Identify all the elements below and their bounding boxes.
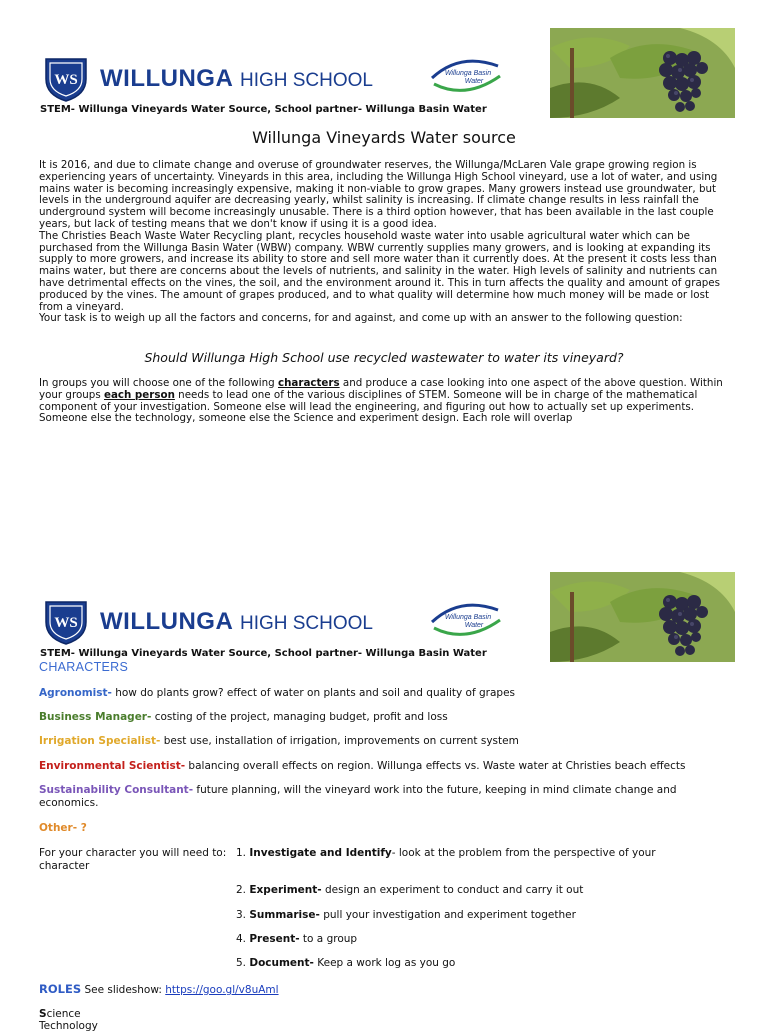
role-name: Agronomist- bbox=[39, 687, 112, 699]
task-desc: to a group bbox=[299, 933, 358, 945]
task-name: Present- bbox=[249, 933, 300, 945]
roles-text: See slideshow: bbox=[81, 984, 166, 996]
group-instructions-paragraph bbox=[39, 378, 731, 425]
task-number: 2. bbox=[236, 884, 250, 896]
school-name-bold: WILLUNGA bbox=[100, 65, 234, 92]
grapes-photo bbox=[550, 572, 735, 662]
role-other bbox=[39, 822, 729, 835]
para4-part-c: and produce a case looking into one aspect of the above question. Within your groups bbox=[39, 377, 723, 401]
role-desc: future planning, will the vineyard work into the future, keeping in mind climate change and economics. bbox=[39, 784, 677, 809]
task-number: 5. bbox=[236, 957, 250, 969]
grapes-photo bbox=[550, 28, 735, 118]
task-desc: design an experiment to conduct and carry it out bbox=[321, 884, 584, 896]
school-name bbox=[100, 608, 373, 636]
svg-text:WS: WS bbox=[54, 72, 78, 88]
para4-part-e: needs to lead one of the various disciplines of STEM. Someone will be in charge of the mathematical component of your investigation. Someone else will lead the engineering, and figuring out how to actually set up experiments. Someone else the technology, someone else the Science and experiment design. Each role will overlap bbox=[39, 388, 698, 425]
role-agronomist bbox=[39, 687, 729, 700]
task-4 bbox=[236, 933, 736, 946]
partner-logo-line1: Willunga Basin bbox=[444, 614, 492, 621]
task-number: 4. bbox=[236, 933, 250, 945]
school-name-bold: WILLUNGA bbox=[100, 608, 234, 635]
header-line: STEM- Willunga Vineyards Water Source, School partner- Willunga Basin Water bbox=[40, 104, 487, 115]
role-name: Business Manager- bbox=[39, 711, 152, 723]
characters-heading: CHARACTERS bbox=[39, 660, 129, 674]
partner-logo-line1: Willunga Basin bbox=[444, 70, 492, 77]
role-desc: best use, installation of irrigation, improvements on current system bbox=[160, 735, 519, 747]
page-title: Willunga Vineyards Water source bbox=[252, 128, 516, 147]
role-name: Other- ? bbox=[39, 822, 87, 834]
task-desc: - look at the problem from the perspective of your character bbox=[39, 847, 656, 872]
roles-label: ROLES bbox=[39, 982, 82, 996]
task-intro-text: For your character you will need to: bbox=[39, 847, 227, 859]
school-name-rest: HIGH SCHOOL bbox=[239, 613, 374, 634]
role-desc: how do plants grow? effect of water on plants and soil and quality of grapes bbox=[111, 687, 516, 699]
role-desc: costing of the project, managing budget, profit and loss bbox=[151, 711, 448, 723]
intro-text bbox=[39, 160, 731, 325]
role-name: Environmental Scientist- bbox=[39, 760, 186, 772]
role-environmental-scientist bbox=[39, 760, 729, 773]
task-name: Summarise- bbox=[249, 909, 320, 921]
willunga-basin-water-logo-icon bbox=[430, 56, 502, 96]
partner-logo-line2: Water bbox=[464, 78, 484, 85]
school-logo bbox=[40, 55, 373, 103]
task-2 bbox=[236, 884, 736, 897]
page-2 bbox=[0, 560, 768, 1032]
stem-t: Technology bbox=[39, 1020, 98, 1032]
characters-keyword: characters bbox=[277, 377, 340, 389]
svg-text:WS: WS bbox=[54, 615, 78, 631]
para4-part-a: In groups you will choose one of the following bbox=[39, 377, 278, 389]
task-3 bbox=[236, 909, 736, 922]
school-logo-page-2 bbox=[40, 598, 373, 646]
school-crest-icon bbox=[40, 598, 92, 646]
slideshow-link[interactable]: https://goo.gl/v8uAml bbox=[165, 984, 279, 996]
each-person-keyword: each person bbox=[103, 388, 175, 401]
task-desc: Keep a work log as you go bbox=[313, 957, 456, 969]
stem-science bbox=[39, 1008, 81, 1020]
task-name: Document- bbox=[249, 957, 314, 969]
role-desc: balancing overall effects on region. Willunga effects vs. Waste water at Christies beach effects bbox=[185, 760, 686, 772]
header-line: STEM- Willunga Vineyards Water Source, School partner- Willunga Basin Water bbox=[40, 648, 487, 659]
stem-s-rest: cience bbox=[46, 1008, 81, 1020]
school-name-rest: HIGH SCHOOL bbox=[239, 70, 374, 91]
role-name: Irrigation Specialist- bbox=[39, 735, 161, 747]
task-number: 1. bbox=[236, 847, 250, 859]
task-1 bbox=[39, 847, 679, 872]
stem-technology bbox=[39, 1020, 98, 1032]
task-name: Experiment- bbox=[249, 884, 322, 896]
role-name: Sustainability Consultant- bbox=[39, 784, 194, 796]
task-5 bbox=[236, 957, 736, 970]
school-name bbox=[100, 65, 373, 93]
task-desc: pull your investigation and experiment together bbox=[319, 909, 576, 921]
paragraph-context: It is 2016, and due to climate change and overuse of groundwater reserves, the Willunga/McLaren Vale grape growing region is experiencing years of uncertainty. Vineyards in this area, including the Willunga High School vineyard, use a lot of water, and using mains water is becoming increasingly expensive, making it non-viable to grow grapes. Many growers instead use groundwater, but levels in the underground aquifer are decreasing yearly, whilst salinity is increasing. If climate change results in less rainfall the underground system will become increasingly unusable. There is a third option however, that has been available in the last couple years, but lack of testing means that we don't know if using it is a good idea. bbox=[39, 159, 718, 230]
school-crest-icon bbox=[40, 55, 92, 103]
partner-logo-line2: Water bbox=[464, 622, 484, 629]
role-business-manager bbox=[39, 711, 729, 724]
key-question: Should Willunga High School use recycled wastewater to water its vineyard? bbox=[144, 350, 624, 365]
group-instructions bbox=[39, 378, 731, 425]
paragraph-task: Your task is to weigh up all the factors and concerns, for and against, and come up with an answer to the following question: bbox=[39, 312, 683, 325]
task-name: Investigate and Identify bbox=[249, 847, 392, 859]
stem-s-bold: S bbox=[39, 1008, 47, 1020]
roles-line bbox=[39, 982, 279, 996]
paragraph-wbw: The Christies Beach Waste Water Recycling plant, recycles household waste water into usable agricultural water which can be purchased from the Willunga Basin Water (WBW) company. WBW currently supplies many growers, and is looking at expanding its supply to more growers, and increase its ability to store and sell more water than it currently does. At the present it costs less than mains water, but there are concerns about the levels of nutrients, and salinity in the water. High levels of salinity and nutrients can have detrimental effects on the vines, the soil, and the environment around it. This in turn affects the quality and amount of grapes produced by the vines. The amount of grapes produced, and to what quality will determine how much money will be made or lost from a vineyard. bbox=[39, 229, 720, 313]
role-sustainability-consultant bbox=[39, 784, 729, 809]
willunga-basin-water-logo-icon bbox=[430, 600, 502, 640]
role-irrigation-specialist bbox=[39, 735, 729, 748]
task-number: 3. bbox=[236, 909, 250, 921]
